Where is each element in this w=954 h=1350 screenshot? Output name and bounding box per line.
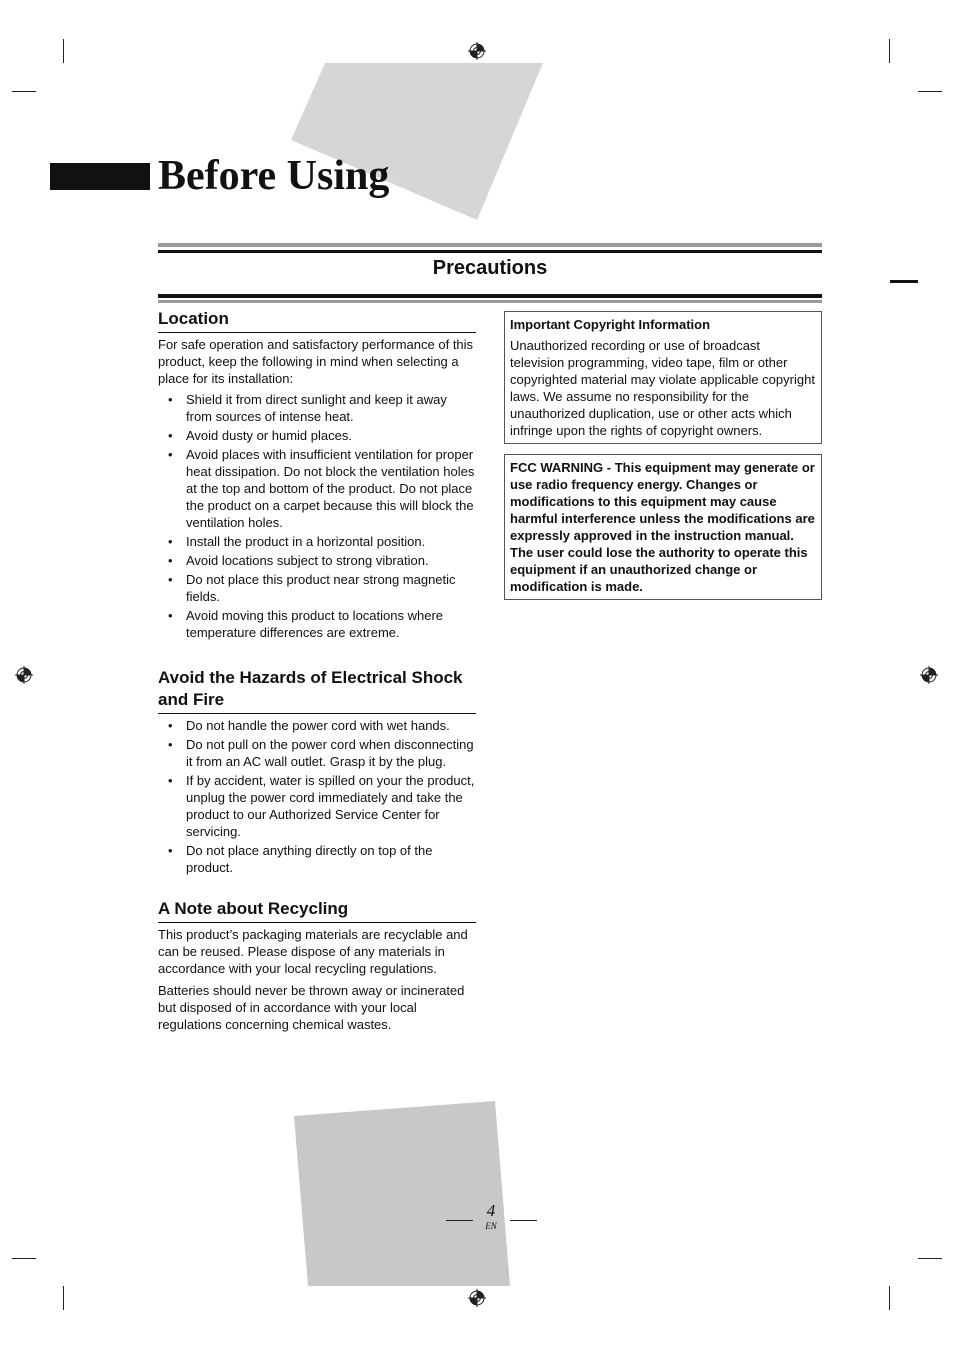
recycling-heading: A Note about Recycling: [158, 898, 476, 923]
page-number-rule-left: [446, 1220, 473, 1221]
copyright-body: Unauthorized recording or use of broadcast television programming, video tape, film or other copyrighted material may violate applicable copyright laws. We assume no responsibility for the unauthorized duplication, use or other acts which infringe upon the rights of copyright owners.: [510, 338, 815, 438]
fcc-warning-box: [504, 454, 822, 600]
crop-mark-top-right-h: [918, 91, 942, 92]
side-tab-marker: [890, 280, 918, 283]
list-item: • Install the product in a horizontal position.: [158, 533, 476, 550]
list-item: • Do not place this product near strong magnetic fields.: [158, 571, 476, 605]
location-heading: Location: [158, 308, 476, 333]
left-column: [158, 308, 476, 1038]
registration-mark-icon: [920, 666, 938, 684]
page-language: EN: [485, 1221, 497, 1231]
crop-mark-bottom-left-v: [63, 1286, 64, 1310]
list-item: • If by accident, water is spilled on your the product, unplug the power cord immediately and take the product to our Authorized Service Center for servicing.: [158, 772, 476, 840]
footer-decor-shape: [290, 1098, 516, 1290]
section-heading: Precautions: [432, 257, 548, 279]
list-item: • Avoid moving this product to locations where temperature differences are extreme.: [158, 607, 476, 641]
hazards-section: [158, 667, 476, 876]
crop-mark-top-left-v: [63, 39, 64, 63]
registration-mark-icon: [468, 42, 486, 60]
recycling-section: [158, 898, 476, 1033]
list-item: • Avoid dusty or humid places.: [158, 427, 476, 444]
crop-mark-bottom-right-h: [918, 1258, 942, 1259]
list-item: • Do not pull on the power cord when disconnecting it from an AC wall outlet. Grasp it by the plug.: [158, 736, 476, 770]
crop-mark-bottom-right-v: [889, 1286, 890, 1310]
location-list: [158, 391, 476, 641]
fcc-warning-text: FCC WARNING - This equipment may generate or use radio frequency energy. Changes or modifications to this equipment may cause harmful interference unless the modifications are expressly approved in the instruction manual. The user could lose the authority to operate this equipment if an unauthorized change or modification is made.: [510, 460, 815, 594]
right-column: [504, 311, 822, 610]
recycling-paragraph: Batteries should never be thrown away or incinerated but disposed of in accordance with your local regulations concerning chemical wastes.: [158, 983, 465, 1032]
page-title: Before Using: [158, 153, 390, 199]
list-item: • Do not place anything directly on top of the product.: [158, 842, 476, 876]
copyright-box: [504, 311, 822, 444]
section-rule-bottom-grey: [158, 300, 822, 303]
crop-mark-bottom-left-h: [12, 1258, 36, 1259]
location-section: [158, 308, 476, 641]
copyright-title: Important Copyright Information: [510, 317, 711, 332]
title-bar: [50, 163, 150, 190]
page-number: 4: [486, 1201, 496, 1220]
list-item: • Do not handle the power cord with wet hands.: [158, 717, 476, 734]
list-item: • Avoid locations subject to strong vibration.: [158, 552, 476, 569]
header-decor-shape: [285, 60, 547, 225]
page-number-rule-right: [510, 1220, 537, 1221]
section-rule-top-grey: [158, 243, 822, 247]
list-item: • Shield it from direct sunlight and keep it away from sources of intense heat.: [158, 391, 476, 425]
registration-mark-icon: [468, 1289, 486, 1307]
crop-mark-top-left-h: [12, 91, 36, 92]
location-intro: For safe operation and satisfactory performance of this product, keep the following in mind when selecting a place for its installation:: [158, 337, 474, 386]
hazards-list: [158, 717, 476, 876]
hazards-heading: Avoid the Hazards of Electrical Shock and Fire: [158, 667, 476, 714]
section-rule-bottom-black: [158, 294, 822, 298]
recycling-paragraph: This product’s packaging materials are recyclable and can be reused. Please dispose of any materials in accordance with your local recycling regulations.: [158, 927, 468, 976]
list-item: • Avoid places with insufficient ventilation for proper heat dissipation. Do not block the ventilation holes at the top and bottom of the product. Do not place the product on a carpet because this will block the ventilation holes.: [158, 446, 476, 531]
registration-mark-icon: [15, 666, 33, 684]
crop-mark-top-right-v: [889, 39, 890, 63]
section-rule-top-black: [158, 250, 822, 253]
